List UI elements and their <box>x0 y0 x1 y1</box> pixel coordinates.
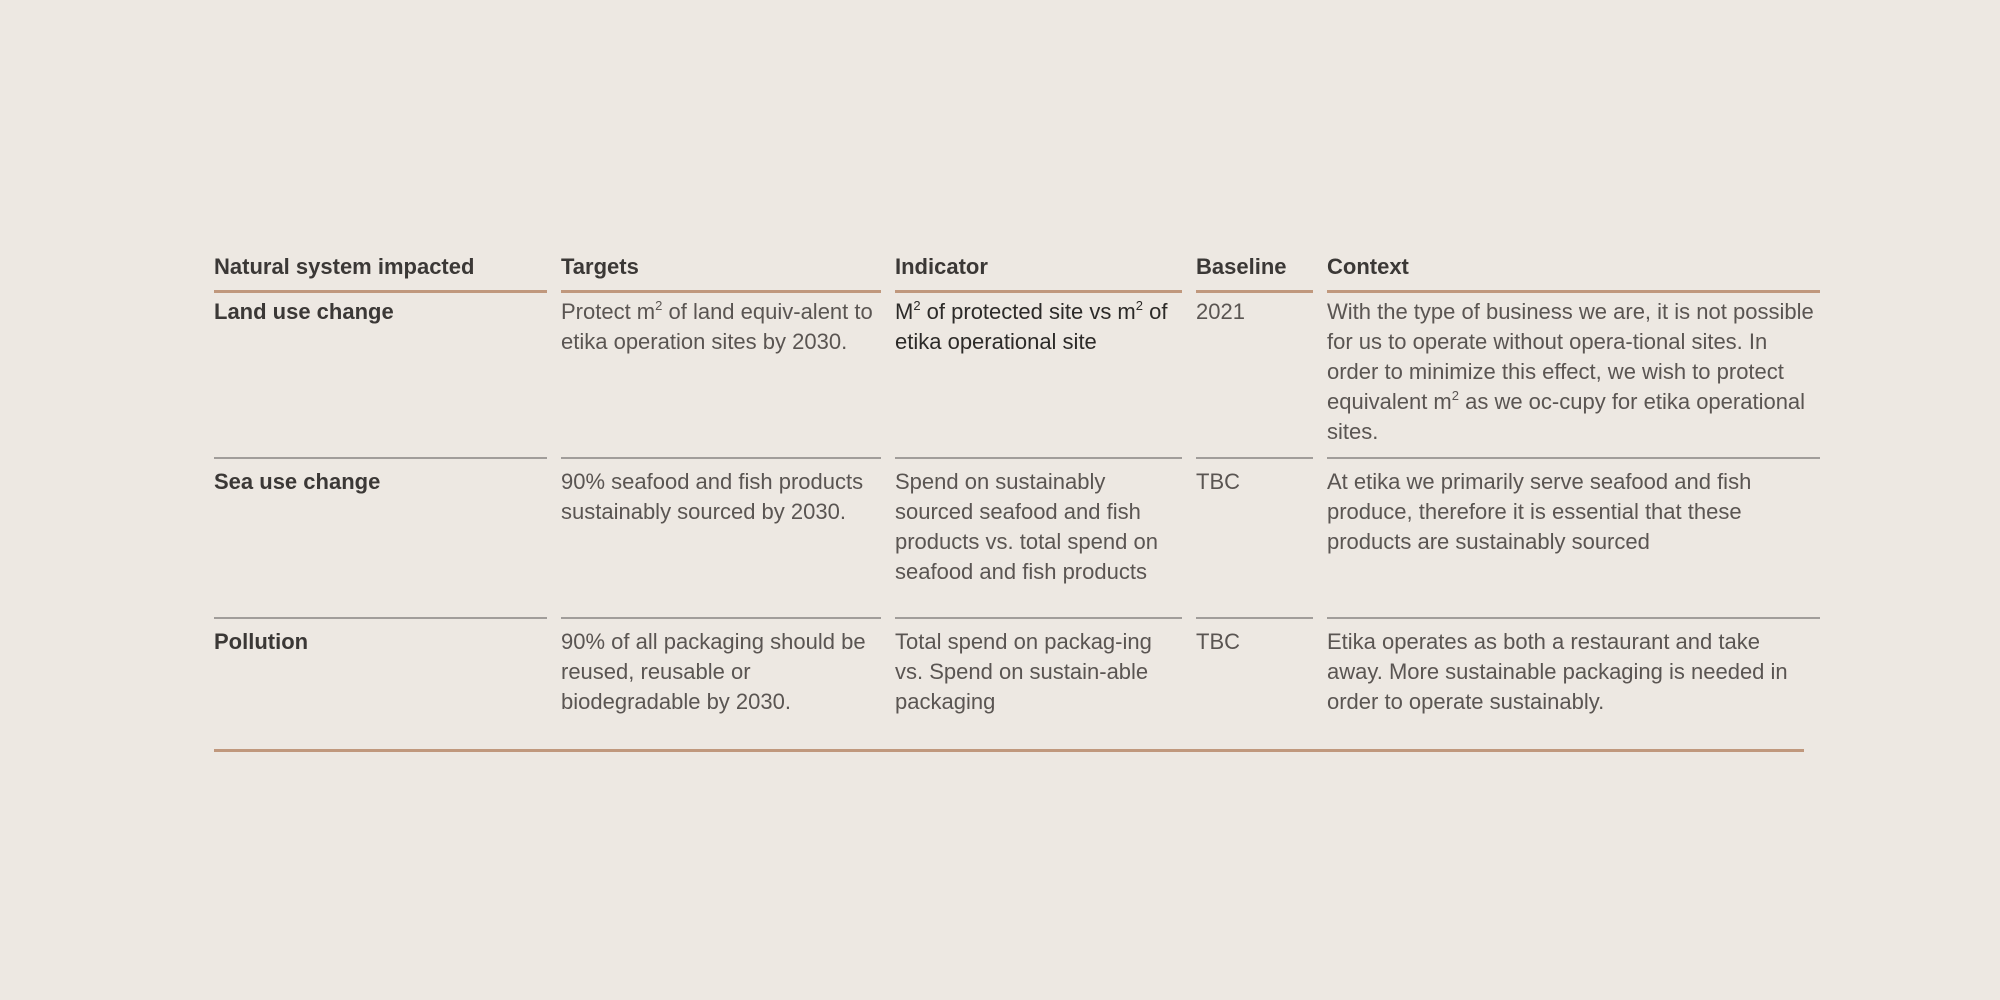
table-header-row <box>214 252 1804 293</box>
row-target: 90% seafood and fish products sustainably sourced by 2030. <box>561 457 881 617</box>
row-context: With the type of business we are, it is not possible for us to operate without opera-tional sites. In order to minimize this effect, we wish to protect equivalent $m^2$ as we oc-cupy for etika operational sites. <box>1327 299 1814 444</box>
table-bottom-rule <box>214 749 1804 752</box>
table-row <box>214 457 1804 617</box>
header-indicator: Indicator <box>895 252 1182 293</box>
row-target: Protect $m^2$ of land equiv-alent to etika operation sites by 2030. <box>561 298 873 354</box>
row-baseline: 2021 <box>1196 299 1245 324</box>
header-baseline: Baseline <box>1196 252 1313 293</box>
table-row <box>214 293 1814 457</box>
row-context: Etika operates as both a restaurant and take away. More sustainable packaging is needed in order to operate sustainably. <box>1327 617 1820 749</box>
row-indicator: Spend on sustainably sourced seafood and fish products vs. total spend on seafood and fish products <box>895 457 1182 617</box>
row-baseline: TBC <box>1196 457 1313 617</box>
row-target: 90% of all packaging should be reused, reusable or biodegradable by 2030. <box>561 617 881 749</box>
header-targets: Targets <box>561 252 881 293</box>
row-baseline: TBC <box>1196 617 1313 749</box>
row-indicator: Total spend on packag-ing vs. Spend on sustain-able packaging <box>895 617 1182 749</box>
header-natural-system: Natural system impacted <box>214 252 547 293</box>
row-indicator: $M^2$ of protected site vs $m^2$ of etika operational site <box>895 298 1168 354</box>
table-row <box>214 617 1804 749</box>
row-system-name: Pollution <box>214 617 547 749</box>
row-context: At etika we primarily serve seafood and fish produce, therefore it is essential that these products are sustainably sourced <box>1327 457 1820 617</box>
targets-table <box>214 252 1814 752</box>
row-system-name: Land use change <box>214 299 394 324</box>
row-system-name: Sea use change <box>214 457 547 617</box>
header-context: Context <box>1327 252 1820 293</box>
